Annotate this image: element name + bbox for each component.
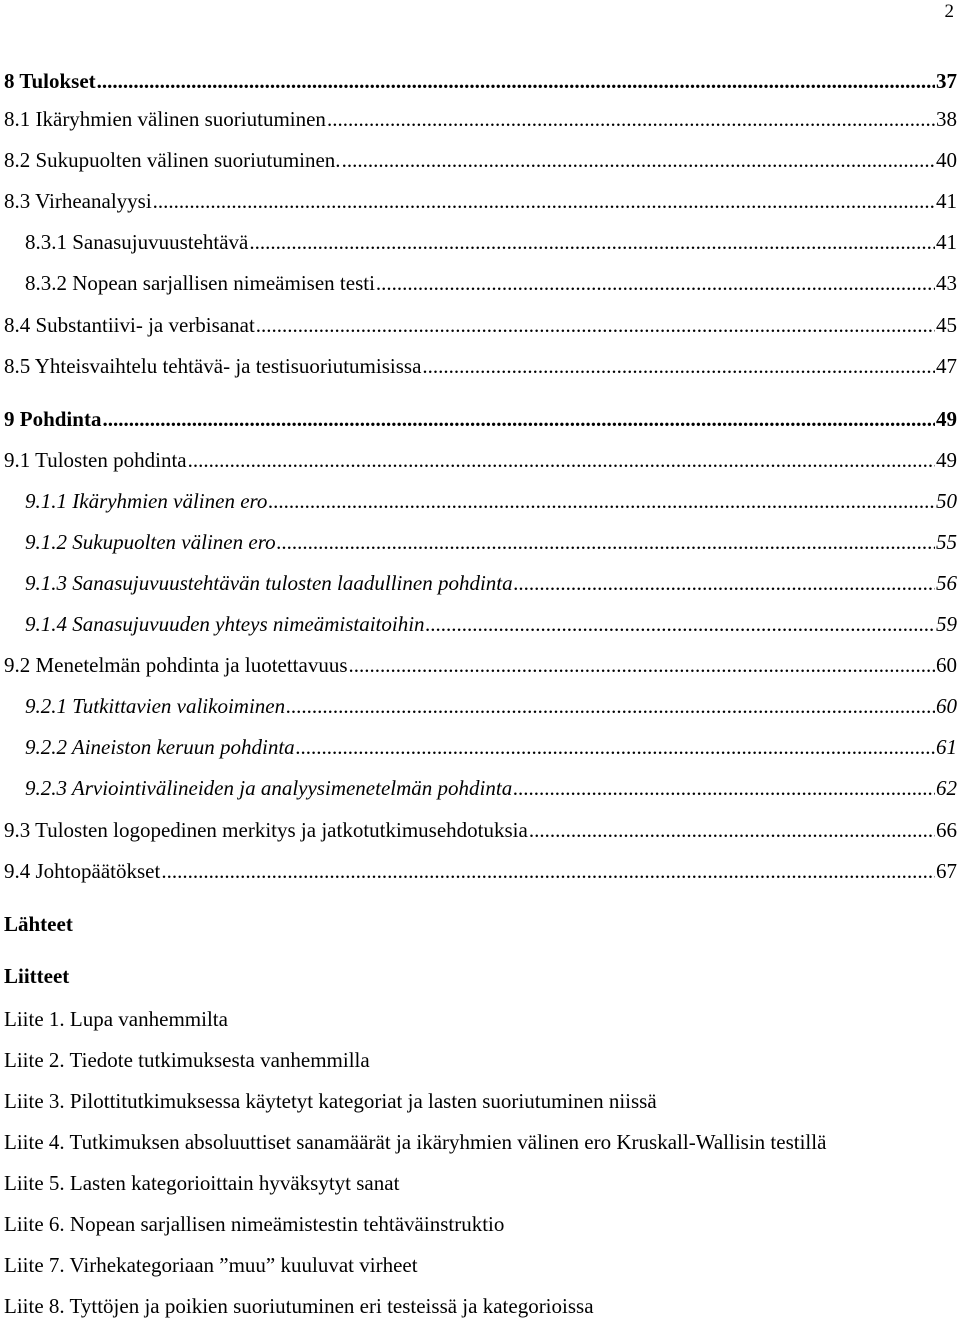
appendix-item: Liite 7. Virhekategoriaan ”muu” kuuluvat virheet: [4, 1253, 418, 1277]
toc-entry-label: 9.2.1 Tutkittavien valikoiminen: [25, 694, 286, 718]
toc-entry[interactable]: [25, 611, 957, 637]
toc-entry-label: 8.2 Sukupuolten välinen suoriutuminen.: [4, 148, 341, 172]
toc-entry-label: 9.4 Johtopäätökset: [4, 859, 161, 883]
toc-entry-page: 59: [936, 612, 957, 636]
toc-entry-page: 38: [936, 107, 957, 131]
toc-entry-page: 47: [936, 354, 957, 378]
toc-entry-label: 9.1.2 Sukupuolten välinen ero: [25, 530, 276, 554]
toc-entry-page: 45: [936, 313, 957, 337]
toc-entry-page: 60: [936, 653, 957, 677]
toc-entry-label: 9.2.3 Arviointivälineiden ja analyysimenetelmän pohdinta: [25, 776, 513, 800]
toc-entry[interactable]: [25, 488, 957, 514]
toc-entry-page: 49: [936, 448, 957, 472]
appendices-heading: Liitteet: [4, 964, 70, 988]
toc-entry-label: 9.1 Tulosten pohdinta: [4, 448, 187, 472]
toc-entry-label: 9.1.3 Sanasujuvuustehtävän tulosten laadullinen pohdinta: [25, 571, 513, 595]
toc-entry-label: 8.5 Yhteisvaihtelu tehtävä- ja testisuoriutumisissa: [4, 354, 422, 378]
toc-entry-page: 56: [936, 571, 957, 595]
toc-entry-page: 41: [936, 189, 957, 213]
toc-entry-page: 62: [936, 776, 957, 800]
toc-entry-label: 8 Tulokset: [4, 69, 96, 93]
toc-entry-page: 43: [936, 271, 957, 295]
toc-entry[interactable]: [25, 693, 957, 719]
page-number: 2: [944, 1, 954, 22]
toc-entry[interactable]: [25, 270, 957, 296]
toc-entry-page: 61: [936, 735, 957, 759]
toc-entry[interactable]: [4, 858, 957, 884]
toc-leader-dots: [327, 106, 935, 132]
toc-leader-dots: [97, 68, 935, 94]
appendix-item: Liite 6. Nopean sarjallisen nimeämistestin tehtäväinstruktio: [4, 1212, 505, 1236]
toc-leader-dots: [188, 447, 935, 473]
appendix-item: Liite 5. Lasten kategorioittain hyväksytyt sanat: [4, 1171, 400, 1195]
toc-leader-dots: [161, 858, 935, 884]
toc-entry-label: 9.2.2 Aineiston keruun pohdinta: [25, 735, 295, 759]
toc-entry-label: 8.3 Virheanalyysi: [4, 189, 152, 213]
toc-leader-dots: [286, 693, 935, 719]
appendix-item: Liite 2. Tiedote tutkimuksesta vanhemmilla: [4, 1048, 370, 1072]
toc-leader-dots: [153, 188, 935, 214]
toc-leader-dots: [426, 611, 935, 637]
appendix-item: Liite 1. Lupa vanhemmilta: [4, 1007, 228, 1031]
toc-entry-page: 49: [936, 407, 957, 431]
toc-entry-label: 9.1.1 Ikäryhmien välinen ero: [25, 489, 268, 513]
toc-entry-page: 67: [936, 859, 957, 883]
toc-entry-label: 8.3.1 Sanasujuvuustehtävä: [25, 230, 249, 254]
toc-entry[interactable]: [4, 817, 957, 843]
toc-leader-dots: [277, 529, 935, 555]
toc-entry[interactable]: [4, 106, 957, 132]
toc-entry-label: 9.2 Menetelmän pohdinta ja luotettavuus: [4, 653, 348, 677]
toc-leader-dots: [249, 229, 935, 255]
toc-leader-dots: [102, 406, 935, 432]
toc-leader-dots: [513, 775, 935, 801]
toc-leader-dots: [529, 817, 935, 843]
toc-entry[interactable]: [25, 570, 957, 596]
toc-leader-dots: [376, 270, 935, 296]
appendix-item: Liite 8. Tyttöjen ja poikien suoriutuminen eri testeissä ja kategorioissa: [4, 1294, 594, 1318]
toc-entry-label: 8.4 Substantiivi- ja verbisanat: [4, 313, 255, 337]
toc-entry[interactable]: [4, 147, 957, 173]
appendix-item: Liite 3. Pilottitutkimuksessa käytetyt kategoriat ja lasten suoriutuminen niissä: [4, 1089, 657, 1113]
toc-entry-label: 8.1 Ikäryhmien välinen suoriutuminen: [4, 107, 326, 131]
toc-entry[interactable]: [4, 188, 957, 214]
toc-leader-dots: [342, 147, 935, 173]
toc-entry[interactable]: [25, 734, 957, 760]
toc-entry-label: 9.3 Tulosten logopedinen merkitys ja jatkotutkimusehdotuksia: [4, 818, 528, 842]
toc-entry[interactable]: [25, 529, 957, 555]
toc-entry-page: 40: [936, 148, 957, 172]
toc-entry-page: 41: [936, 230, 957, 254]
toc-entry-page: 37: [936, 69, 957, 93]
appendix-item: Liite 4. Tutkimuksen absoluuttiset sanamäärät ja ikäryhmien välinen ero Kruskall-Wallisin testillä: [4, 1130, 827, 1154]
toc-entry[interactable]: [25, 229, 957, 255]
toc-entry[interactable]: [4, 652, 957, 678]
toc-entry[interactable]: [4, 447, 957, 473]
toc-entry-page: 50: [936, 489, 957, 513]
toc-entry-page: 60: [936, 694, 957, 718]
toc-leader-dots: [268, 488, 935, 514]
toc-entry-label: 9.1.4 Sanasujuvuuden yhteys nimeämistaitoihin: [25, 612, 425, 636]
sources-heading: Lähteet: [4, 912, 73, 936]
toc-entry-page: 55: [936, 530, 957, 554]
toc-leader-dots: [349, 652, 935, 678]
toc-entry-label: 8.3.2 Nopean sarjallisen nimeämisen testi: [25, 271, 375, 295]
toc-entry-page: 66: [936, 818, 957, 842]
toc-entry[interactable]: [4, 68, 957, 94]
toc-entry[interactable]: [25, 775, 957, 801]
toc-entry[interactable]: [4, 312, 957, 338]
toc-leader-dots: [422, 353, 935, 379]
toc-entry[interactable]: [4, 353, 957, 379]
toc-leader-dots: [296, 734, 935, 760]
toc-entry[interactable]: [4, 406, 957, 432]
toc-entry-label: 9 Pohdinta: [4, 407, 102, 431]
toc-leader-dots: [514, 570, 935, 596]
toc-leader-dots: [256, 312, 935, 338]
